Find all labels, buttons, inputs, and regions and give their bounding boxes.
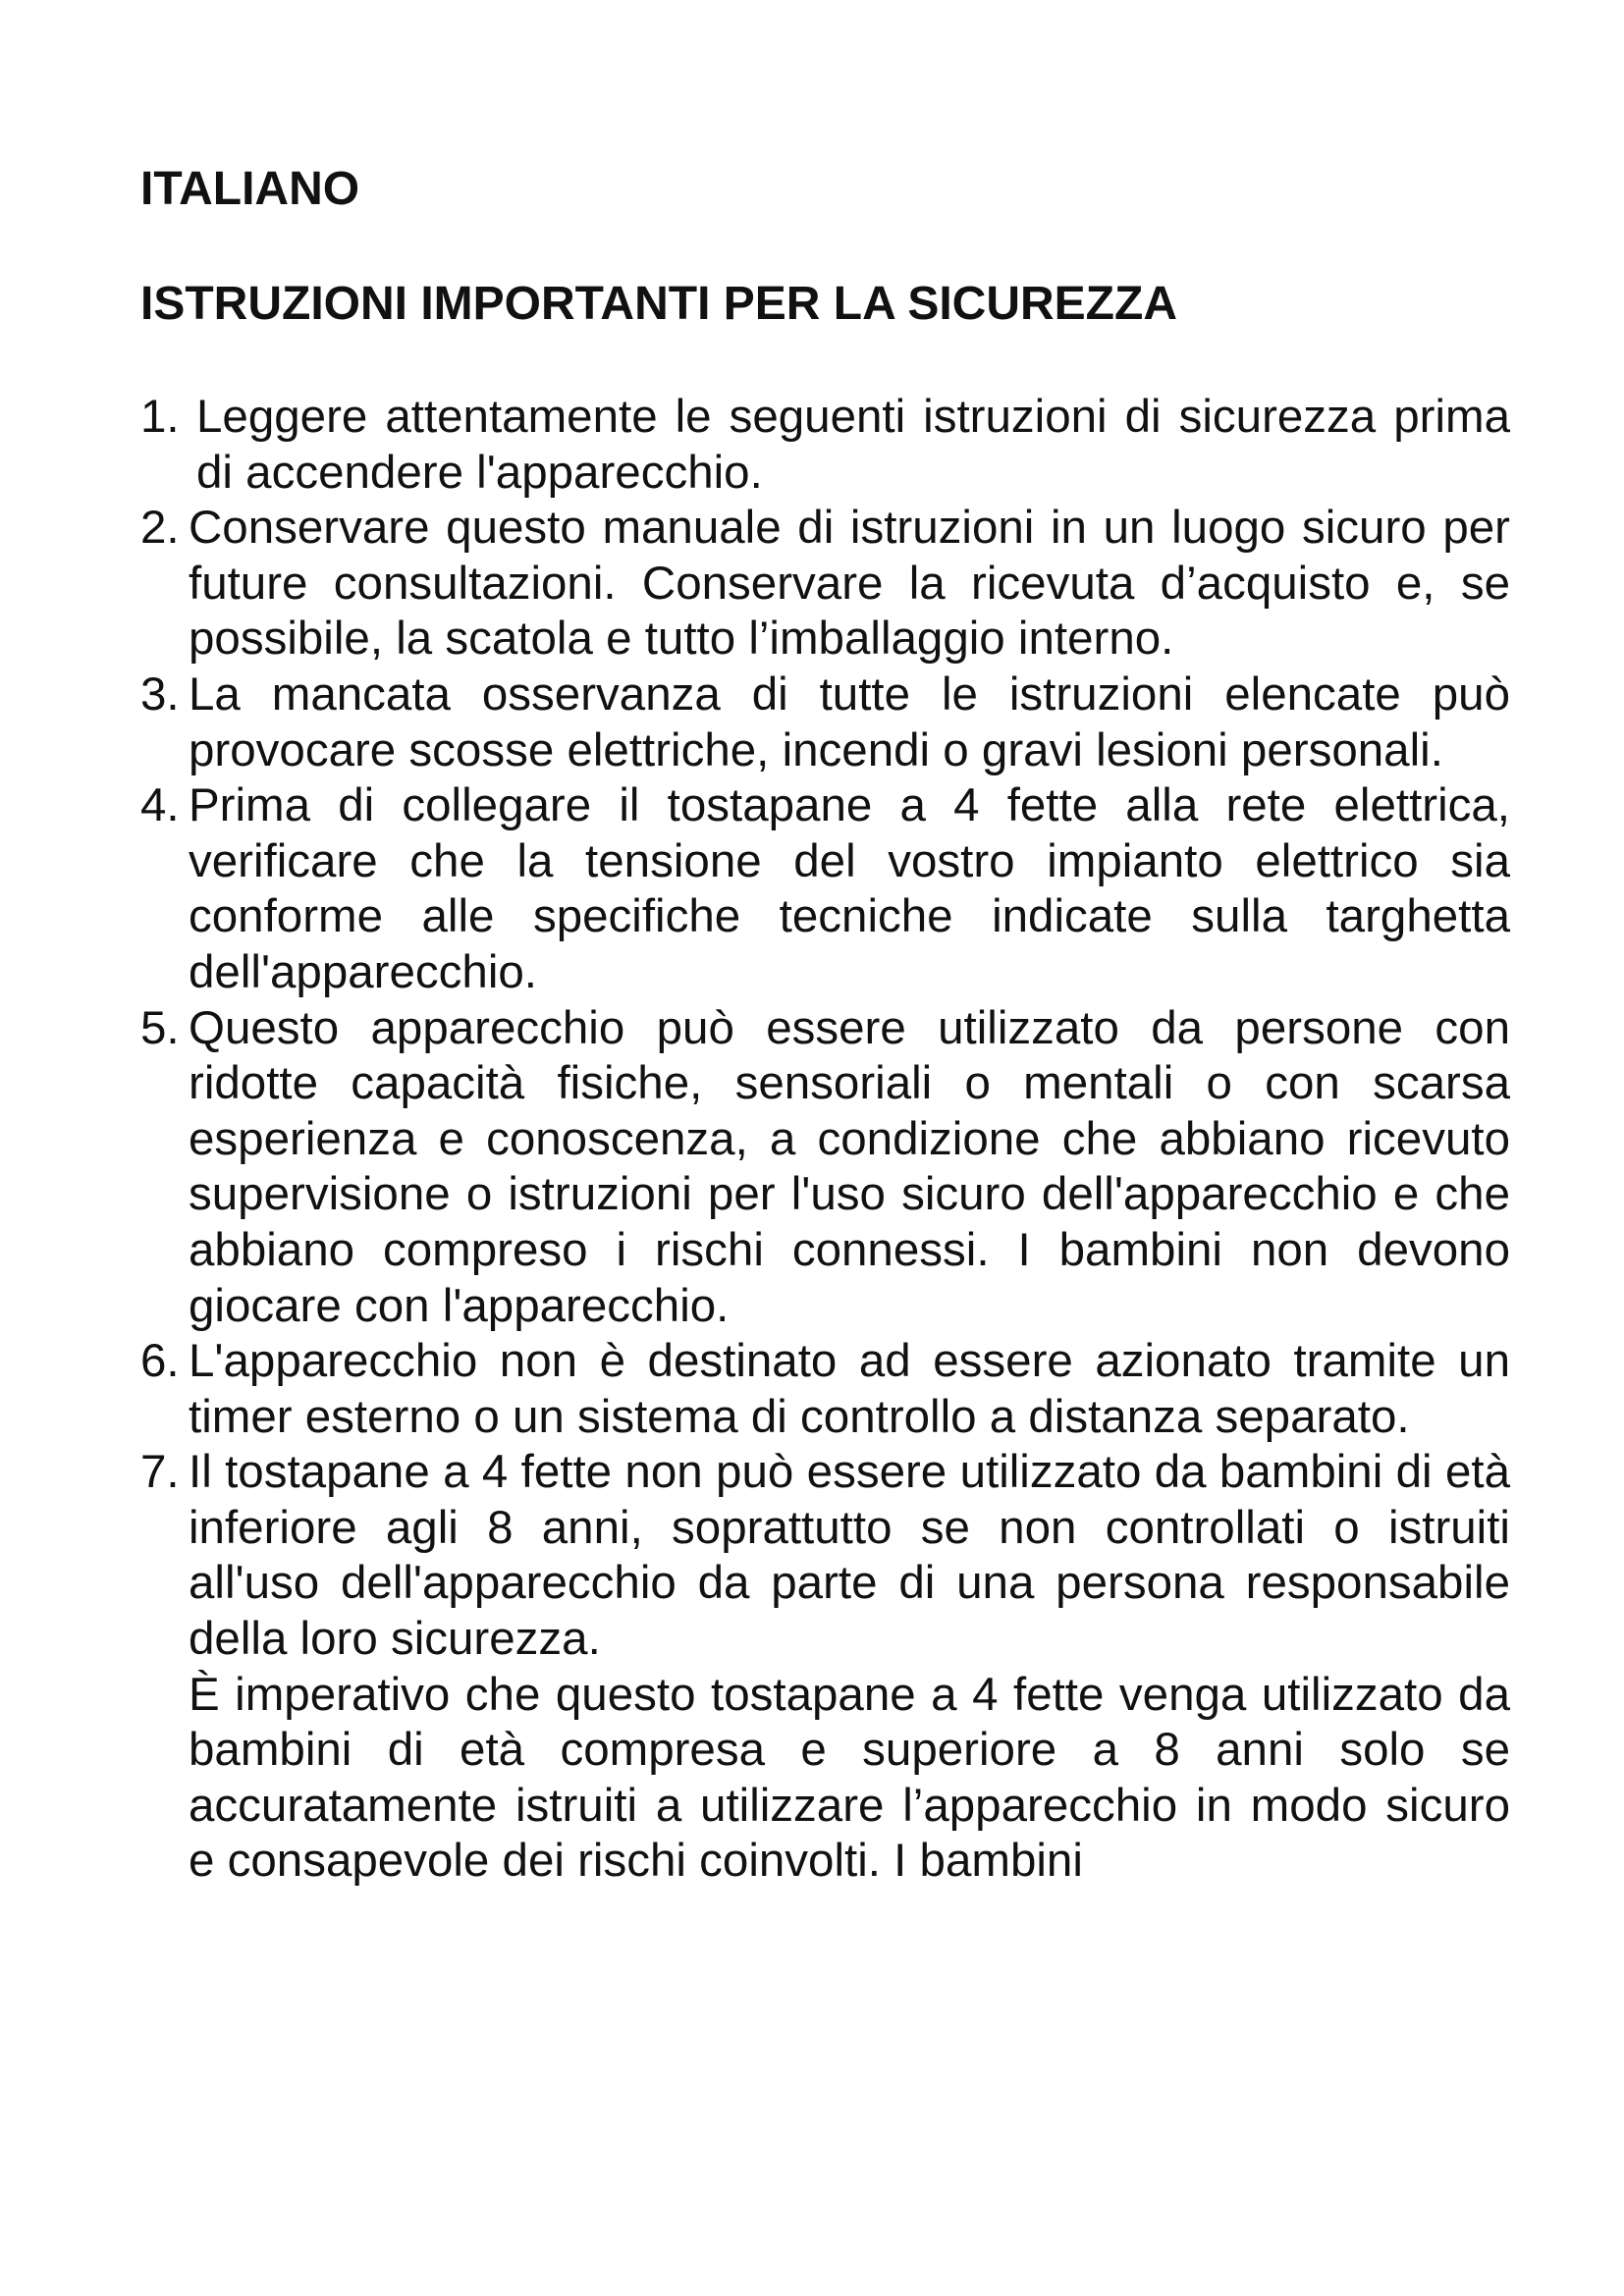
instruction-text: L'apparecchio non è destinato ad essere azionato tramite un timer esterno o un sistema di controllo a distanza separato. (189, 1335, 1510, 1443)
instruction-number: 3. (140, 667, 180, 721)
language-heading: ITALIANO (140, 163, 360, 215)
instruction-continuation-text: È imperativo che questo tostapane a 4 fette venga utilizzato da bambini di età compresa e superiore a 8 anni solo se accuratamente istruiti a utilizzare l’apparecchio in modo sicuro e consapevole dei rischi coinvolti. I bambini (189, 1668, 1510, 1888)
instruction-item-6 (140, 1334, 1510, 1445)
instruction-text: Prima di collegare il tostapane a 4 fette alla rete elettrica, verificare che la tensione del vostro impianto elettrico sia conforme alle specifiche tecniche indicate sulla targhetta dell'apparecchio. (189, 779, 1510, 998)
instruction-item-2 (140, 501, 1510, 667)
instruction-number: 1. (140, 391, 180, 443)
instruction-text: La mancata osservanza di tutte le istruzioni elencate può provocare scosse elettriche, incendi o gravi lesioni personali. (189, 667, 1510, 776)
instruction-number: 7. (140, 1446, 180, 1499)
instruction-text: Il tostapane a 4 fette non può essere utilizzato da bambini di età inferiore agli 8 anni, soprattutto se non controllati o istruiti all'uso dell'apparecchio da parte di una persona responsabile della loro sicurezza. (189, 1446, 1510, 1666)
section-heading: ISTRUZIONI IMPORTANTI PER LA SICUREZZA (140, 278, 1177, 330)
instruction-number: 2. (140, 502, 180, 555)
instruction-text: Conservare questo manuale di istruzioni in un luogo sicuro per future consultazioni. Conservare la ricevuta d’acquisto e, se possibile, la scatola e tutto l’imballaggio interno. (189, 502, 1510, 666)
instruction-item-5 (140, 1001, 1510, 1335)
instruction-text: Leggere attentamente le seguenti istruzioni di sicurezza prima di accendere l'apparecchio. (196, 391, 1510, 499)
instruction-number: 6. (140, 1335, 180, 1388)
instruction-item-3 (140, 667, 1510, 778)
safety-instructions-list (140, 390, 1510, 1890)
instruction-item-7 (140, 1445, 1510, 1890)
instruction-text: Questo apparecchio può essere utilizzato da persone con ridotte capacità fisiche, sensoriali o mentali o con scarsa esperienza e conoscenza, a condizione che abbiano ricevuto supervisione o istruzioni per l'uso sicuro dell'apparecchio e che abbiano compreso i rischi connessi. I bambini non devono giocare con l'apparecchio. (189, 1001, 1510, 1332)
instruction-item-4 (140, 778, 1510, 1000)
instruction-item-1 (140, 390, 1510, 501)
instruction-number: 5. (140, 1001, 180, 1054)
instruction-number: 4. (140, 779, 180, 832)
